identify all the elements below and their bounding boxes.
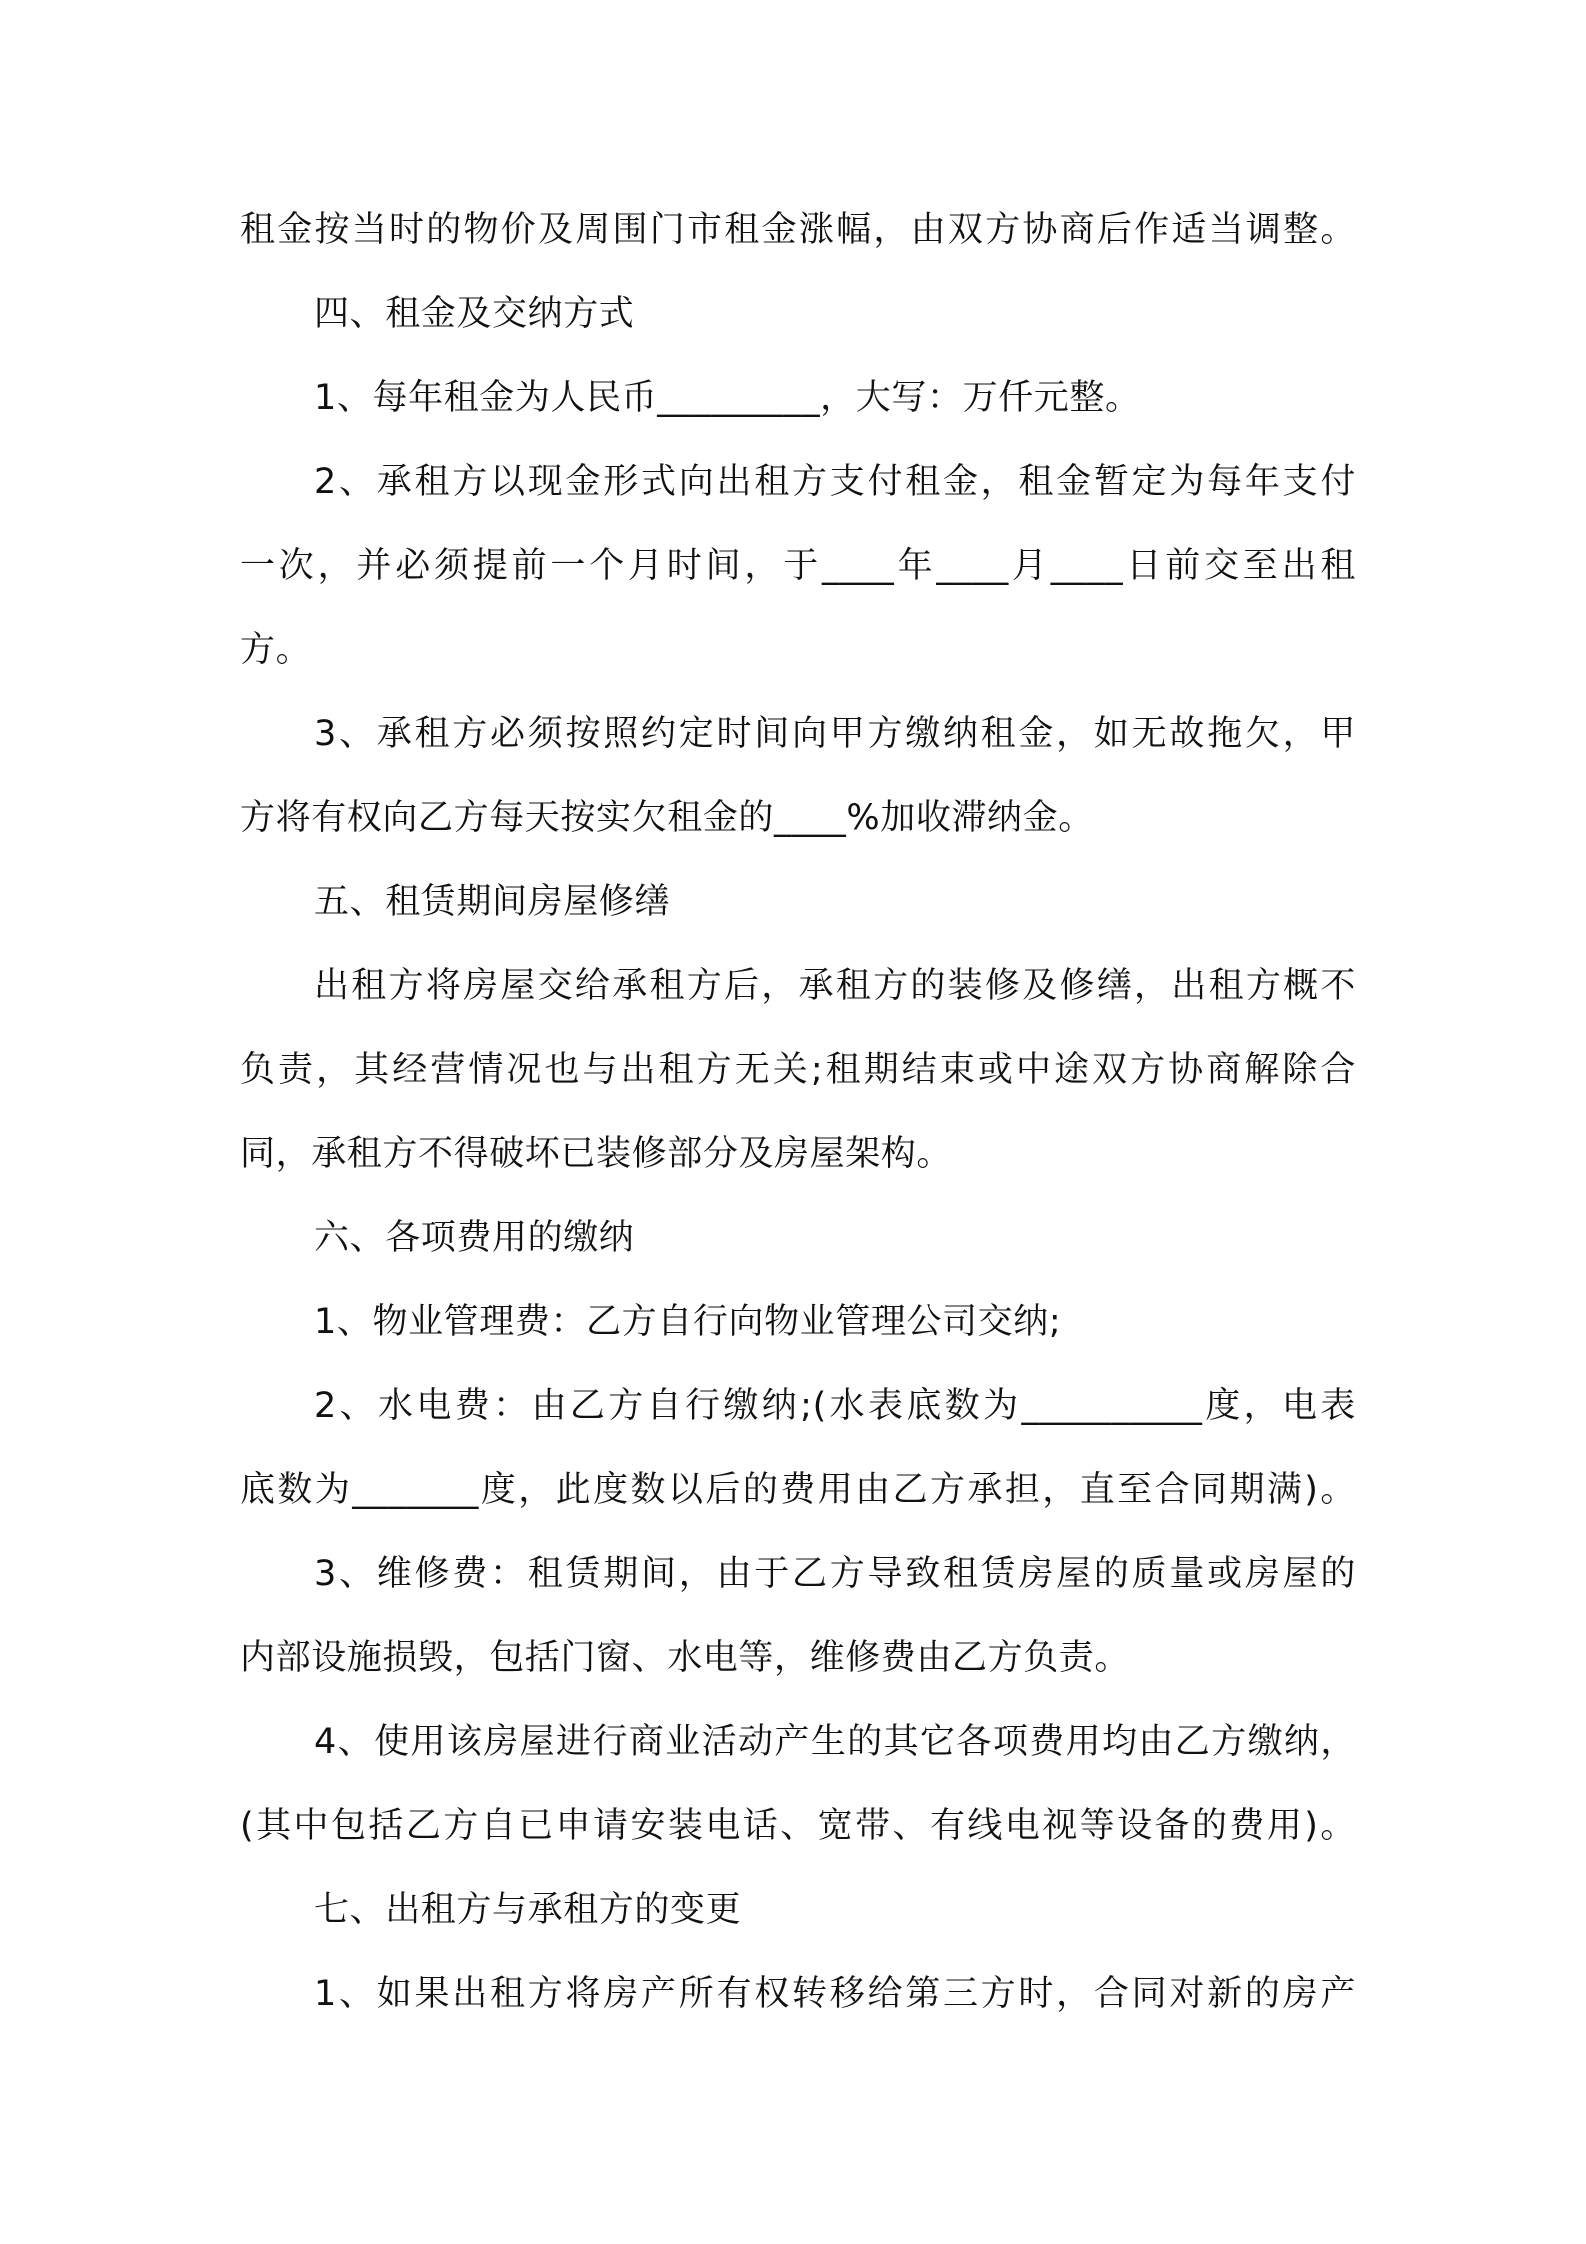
paragraph-line: 方将有权向乙方每天按实欠租金的____%加收滞纳金。 xyxy=(240,798,1094,838)
paragraph-line: 1、物业管理费：乙方自行向物业管理公司交纳; xyxy=(314,1302,1062,1342)
paragraph-line: 3、维修费：租赁期间，由于乙方导致租赁房屋的质量或房屋的 xyxy=(314,1554,1356,1594)
section-heading-6: 六、各项费用的缴纳 xyxy=(314,1218,635,1258)
paragraph-line: 底数为_______度，此度数以后的费用由乙方承担，直至合同期满)。 xyxy=(240,1470,1356,1510)
paragraph-line: 一次，并必须提前一个月时间，于____年____月____日前交至出租 xyxy=(240,546,1356,586)
section-heading-7: 七、出租方与承租方的变更 xyxy=(314,1890,742,1930)
paragraph-line: 1、如果出租方将房产所有权转移给第三方时，合同对新的房产 xyxy=(314,1974,1356,2014)
paragraph-line: 方。 xyxy=(240,630,312,670)
paragraph-line: 3、承租方必须按照约定时间向甲方缴纳租金，如无故拖欠，甲 xyxy=(314,714,1356,754)
paragraph-line: 1、每年租金为人民币_________，大写：万仟元整。 xyxy=(314,378,1141,418)
paragraph-line: (其中包括乙方自已申请安装电话、宽带、有线电视等设备的费用)。 xyxy=(240,1806,1356,1846)
paragraph-line: 租金按当时的物价及周围门市租金涨幅，由双方协商后作适当调整。 xyxy=(240,210,1356,250)
paragraph-line: 内部设施损毁，包括门窗、水电等，维修费由乙方负责。 xyxy=(240,1638,1131,1678)
section-heading-4: 四、租金及交纳方式 xyxy=(314,294,635,334)
document-body xyxy=(240,202,1356,2050)
paragraph-line: 同，承租方不得破坏已装修部分及房屋架构。 xyxy=(240,1134,953,1174)
section-heading-5: 五、租赁期间房屋修缮 xyxy=(314,882,671,922)
paragraph-line: 负责，其经营情况也与出租方无关;租期结束或中途双方协商解除合 xyxy=(240,1050,1356,1090)
paragraph-line: 2、水电费：由乙方自行缴纳;(水表底数为__________度，电表 xyxy=(314,1386,1356,1426)
paragraph-line: 2、承租方以现金形式向出租方支付租金，租金暂定为每年支付 xyxy=(314,462,1356,502)
paragraph-line: 出租方将房屋交给承租方后，承租方的装修及修缮，出租方概不 xyxy=(314,966,1356,1006)
paragraph-line: 4、使用该房屋进行商业活动产生的其它各项费用均由乙方缴纳， xyxy=(314,1722,1356,1762)
